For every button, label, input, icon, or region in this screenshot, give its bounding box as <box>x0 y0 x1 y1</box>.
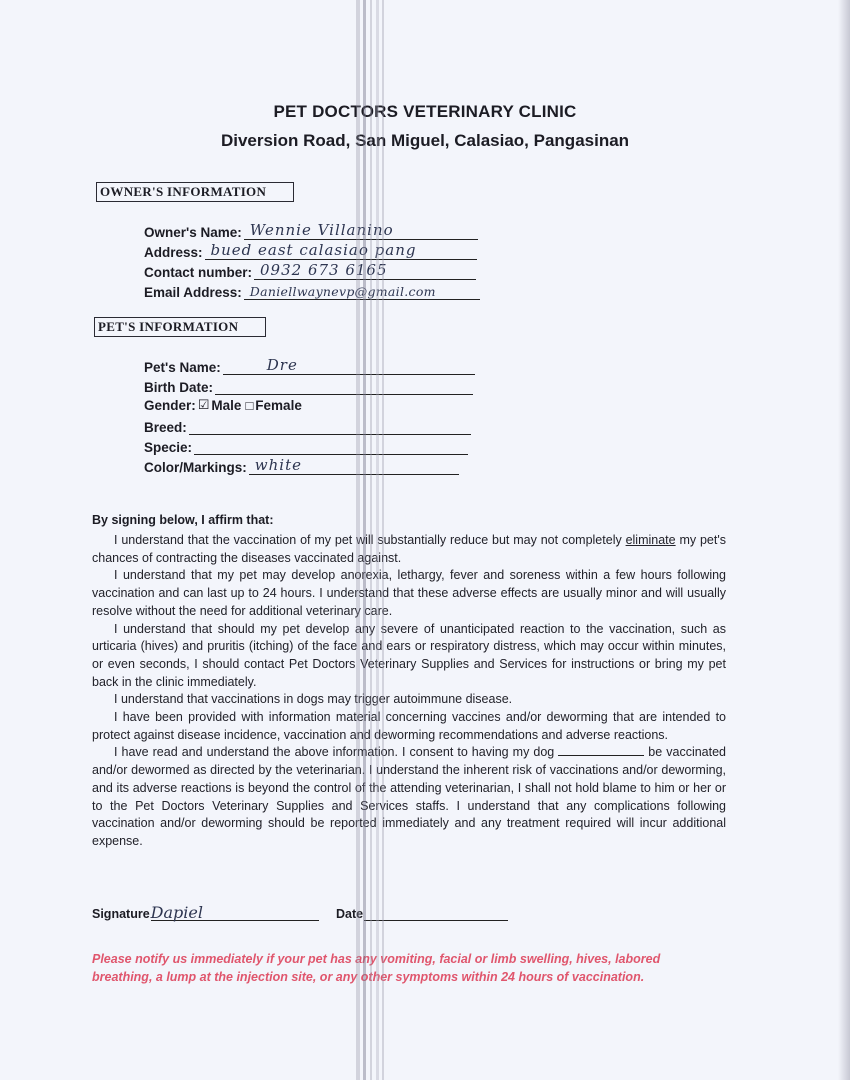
signature-line[interactable] <box>151 904 319 921</box>
scan-streak <box>356 0 360 1080</box>
clinic-name: PET DOCTORS VETERINARY CLINIC <box>273 102 577 121</box>
pet-name-label: Pet's Name: <box>144 360 221 375</box>
clinic-address: Diversion Road, San Miguel, Calasiao, Pangasinan <box>220 131 630 150</box>
pet-section-heading: PET'S INFORMATION <box>94 317 266 337</box>
color-markings-value: white <box>254 456 302 474</box>
male-checkbox-checked-icon[interactable]: ☑ <box>197 397 210 412</box>
affirmation-paragraph-1: I understand that the vaccination of my pet will substantially reduce but may not completely eliminate my pet's chances of contracting the diseases vaccinated against. <box>92 533 726 565</box>
gender-field <box>144 397 302 413</box>
contact-number-label: Contact number: <box>144 265 252 280</box>
owner-name-line[interactable] <box>244 222 478 240</box>
email-value: Daniellwaynevp@gmail.com <box>249 284 436 299</box>
affirmation-paragraph-2: I understand that my pet may develop anorexia, lethargy, fever and soreness within a few hours following vaccination and can last up to 24 hours. I understand that these adverse effects are usually minor and will usually resolve without the need for additional veterinary care. <box>92 568 726 618</box>
female-checkbox-icon[interactable]: □ <box>245 398 254 413</box>
signature-value: Dapiel <box>150 903 203 922</box>
email-label: Email Address: <box>144 285 242 300</box>
contact-number-field[interactable] <box>144 262 476 280</box>
date-field[interactable] <box>336 904 508 921</box>
owner-name-field[interactable] <box>144 222 478 240</box>
post-vaccination-notice: Please notify us immediately if your pet has any vomiting, facial or limb swelling, hives, labored breathing, a lump at the injection site, or any other symptoms within 24 hours of vaccination. <box>92 952 661 984</box>
color-markings-field[interactable] <box>144 457 459 475</box>
color-markings-label: Color/Markings: <box>144 460 247 475</box>
signature-field[interactable] <box>92 904 319 921</box>
pet-name-field[interactable] <box>144 357 475 375</box>
signature-label: Signature <box>92 907 150 921</box>
breed-field[interactable] <box>144 417 471 435</box>
affirmation-body <box>92 532 726 851</box>
affirmation-paragraph-6: I have read and understand the above information. I consent to having my dog be vaccinated and/or dewormed as directed by the veterinarian. I understand the inherent risk of vaccinations and/or deworming, and its adverse reactions is beyond the control of the attending veterinarian, I shall not hold blame to him or her or to the Pet Doctors Veterinary Supplies and Services staffs. I understand that any complications following vaccination and/or deworming should be reported immediately and any treatment required will incur additional expense. <box>92 745 726 848</box>
pet-name-value: Dre <box>266 356 298 374</box>
specie-line[interactable] <box>194 437 468 455</box>
owner-name-value: Wennie Villanino <box>249 221 394 239</box>
birth-date-field[interactable] <box>144 377 473 395</box>
dog-name-blank[interactable] <box>558 745 644 756</box>
date-label: Date <box>336 907 364 921</box>
specie-field[interactable] <box>144 437 468 455</box>
address-field[interactable] <box>144 242 477 260</box>
breed-line[interactable] <box>189 417 471 435</box>
scan-streak <box>370 0 372 1080</box>
affirmation-paragraph-5: I have been provided with information material concerning vaccines and/or deworming that are intended to protect against disease incidence, vaccination and deworming recommendations and adverse reactions. <box>92 710 726 742</box>
birth-date-line[interactable] <box>215 377 473 395</box>
address-value: bued east calasiao pang <box>210 241 417 259</box>
affirmation-paragraph-4: I understand that vaccinations in dogs may trigger autoimmune disease. <box>114 692 513 707</box>
address-label: Address: <box>144 245 203 260</box>
female-option-label: Female <box>255 398 302 413</box>
email-line[interactable] <box>244 282 480 300</box>
contact-number-value: 0932 673 6165 <box>260 261 388 279</box>
address-line[interactable] <box>205 242 477 260</box>
gender-label: Gender: <box>144 398 196 413</box>
affirmation-paragraph-3: I understand that should my pet develop any severe of unanticipated reaction to the vaccination, such as urticaria (hives) and pruritis (itching) of the face and ears or respiratory distress, which may occur within minutes, or even seconds, I should contact Pet Doctors Veterinary Supplies and Services for instructions or bring my pet back in the clinic immediately. <box>92 621 726 689</box>
specie-label: Specie: <box>144 440 193 455</box>
birth-date-label: Birth Date: <box>144 380 214 395</box>
scan-streak <box>363 0 366 1080</box>
affirmation-heading: By signing below, I affirm that: <box>92 513 274 527</box>
breed-label: Breed: <box>144 420 187 435</box>
email-field[interactable] <box>144 282 480 300</box>
scan-edge-shadow <box>838 0 850 1080</box>
scan-streak <box>382 0 384 1080</box>
male-option-label: Male <box>211 398 242 413</box>
pet-name-line[interactable] <box>223 357 475 375</box>
scan-streak <box>376 0 379 1080</box>
owner-section-heading: OWNER'S INFORMATION <box>96 182 294 202</box>
owner-name-label: Owner's Name: <box>144 225 242 240</box>
color-markings-line[interactable] <box>249 457 459 475</box>
date-line[interactable] <box>364 904 508 921</box>
